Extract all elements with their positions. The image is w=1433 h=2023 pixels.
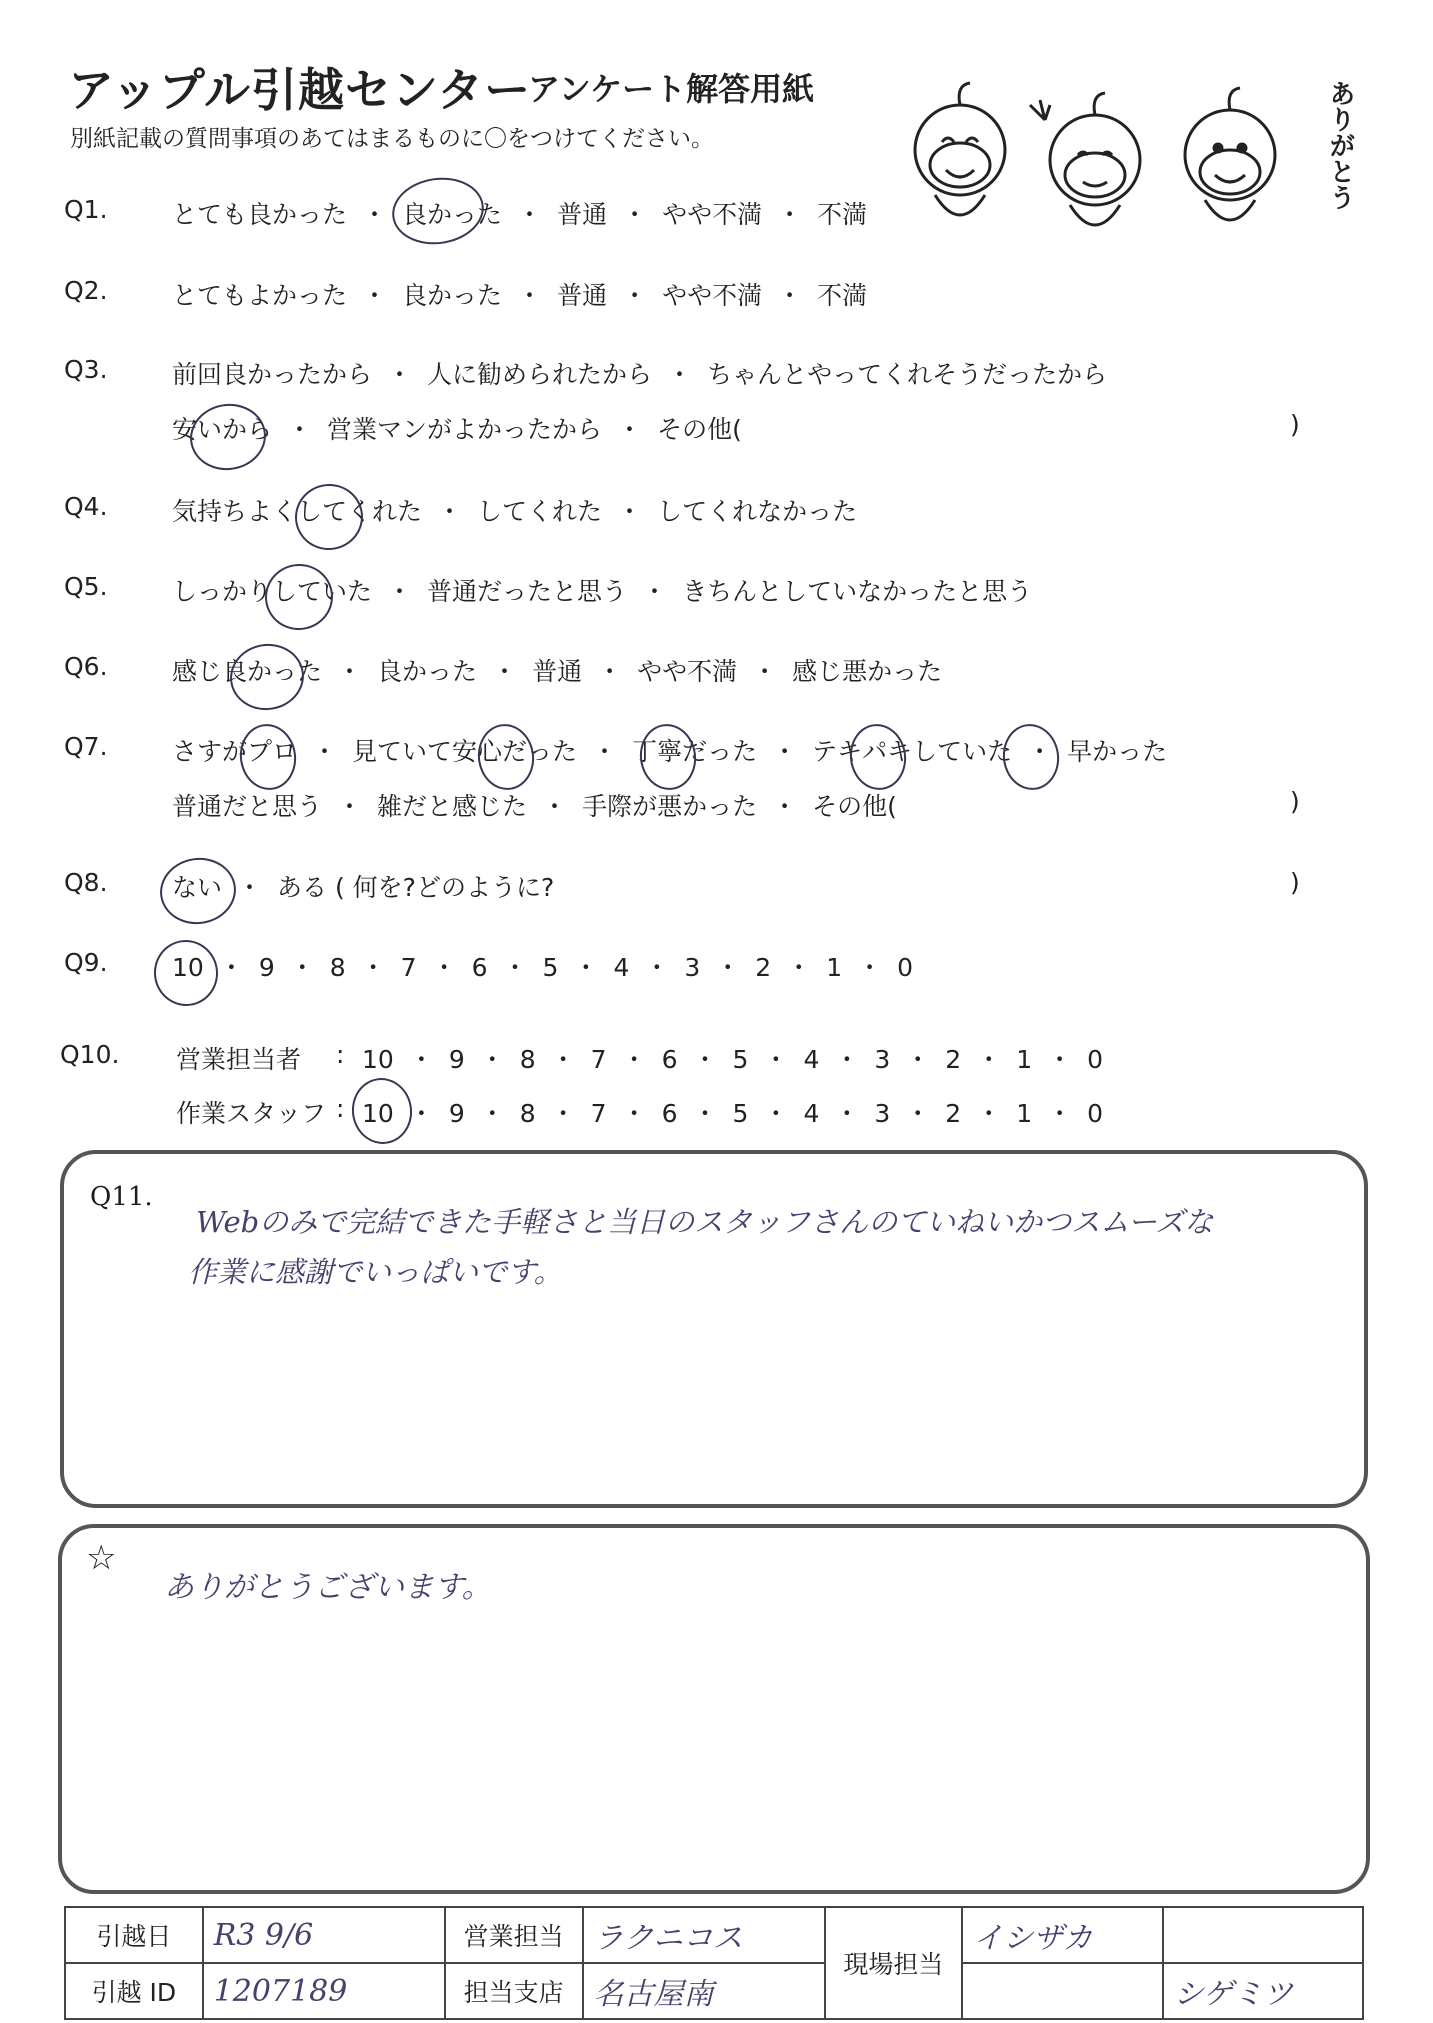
option-separator: ・ (772, 737, 798, 766)
answer-option[interactable]: やや不満 (637, 657, 738, 686)
answer-option[interactable]: 見ていて安心だった (352, 737, 578, 766)
answer-option[interactable]: 普通 (557, 200, 608, 229)
rating-option[interactable]: 5 (732, 1099, 749, 1128)
answer-option[interactable]: とてもよかった (172, 281, 348, 310)
question-label-q2: Q2. (64, 276, 108, 305)
answer-option[interactable]: 良かった (377, 657, 478, 686)
answer-option[interactable]: 人に勧められたから (427, 360, 653, 389)
answer-option[interactable]: 普通だったと思う (427, 577, 628, 606)
question-label-q10: Q10. (60, 1040, 120, 1069)
answer-option[interactable]: 感じ良かった (172, 657, 323, 686)
answer-option[interactable]: ない (172, 873, 223, 902)
option-separator: ・ (763, 1099, 789, 1128)
answer-option[interactable]: 普通だと思う (172, 792, 323, 821)
answer-circle-q9 (150, 936, 223, 1010)
option-separator: ・ (362, 281, 388, 310)
branch-value: 名古屋南 (583, 1963, 825, 2019)
rating-option[interactable]: 1 (1016, 1045, 1033, 1074)
option-separator: ・ (492, 657, 518, 686)
answer-option[interactable]: 2 (755, 953, 772, 982)
option-separator: ・ (621, 1099, 647, 1128)
option-separator: ・ (976, 1045, 1002, 1074)
answer-option[interactable]: 不満 (817, 281, 868, 310)
answer-option[interactable]: 10 (172, 953, 204, 982)
rating-option[interactable]: 6 (661, 1045, 678, 1074)
option-separator: ・ (642, 577, 668, 606)
free-comment-answer: ありがとうございます。 (164, 1570, 492, 1605)
option-separator: ・ (644, 953, 670, 982)
answer-option[interactable]: さすがプロ (172, 737, 298, 766)
option-separator: ・ (1027, 737, 1053, 766)
move-id-label: 引越 ID (65, 1963, 203, 2019)
rating-option[interactable]: 2 (945, 1045, 962, 1074)
answer-option[interactable]: 手際が悪かった (582, 792, 758, 821)
answer-option[interactable]: やや不満 (662, 200, 763, 229)
answer-option[interactable]: 9 (258, 953, 275, 982)
answer-option[interactable]: 感じ悪かった (792, 657, 943, 686)
option-separator: ・ (976, 1099, 1002, 1128)
option-separator: ・ (289, 953, 315, 982)
sales-value: ラクニコス (583, 1907, 825, 1963)
site-label: 現場担当 (825, 1907, 963, 2019)
answer-option[interactable]: 8 (329, 953, 346, 982)
site-value-4: シゲミツ (1163, 1963, 1363, 2019)
rating-option[interactable]: 10 (362, 1045, 394, 1074)
answer-option[interactable]: 営業マンがよかったから (327, 415, 603, 444)
form-title: アンケート解答用紙 (528, 70, 815, 108)
answer-circle-q5 (261, 560, 338, 635)
option-separator: ・ (517, 200, 543, 229)
answer-option[interactable]: ある ( 何を?どのように? (277, 873, 555, 902)
answer-option[interactable]: 雑だと感じた (377, 792, 528, 821)
rating-option[interactable]: 8 (519, 1099, 536, 1128)
close-parenthesis: ) (1290, 410, 1300, 439)
option-separator: ・ (786, 953, 812, 982)
q10-row-colon: : (336, 1040, 345, 1069)
option-separator: ・ (550, 1099, 576, 1128)
q11-answer-line-2: 作業に感謝でいっぱいです。 (188, 1255, 563, 1289)
rating-option[interactable]: 9 (448, 1045, 465, 1074)
move-id-value: 1207189 (203, 1963, 445, 2019)
option-separator: ・ (834, 1045, 860, 1074)
question-options-q1-line-1 (172, 195, 867, 231)
question-options-q7-line-2 (172, 787, 897, 823)
option-separator: ・ (715, 953, 741, 982)
option-separator: ・ (287, 415, 313, 444)
move-date-value: R3 9/6 (203, 1907, 445, 1963)
answer-option[interactable]: 普通 (532, 657, 583, 686)
rating-option[interactable]: 0 (1087, 1045, 1104, 1074)
question-label-q6: Q6. (64, 652, 108, 681)
answer-option[interactable]: その他( (657, 415, 742, 444)
option-separator: ・ (667, 360, 693, 389)
option-separator: ・ (387, 360, 413, 389)
option-separator: ・ (777, 200, 803, 229)
answer-option[interactable]: 不満 (817, 200, 868, 229)
option-separator: ・ (763, 1045, 789, 1074)
option-separator: ・ (905, 1045, 931, 1074)
answer-circle-q10-staff (348, 1074, 417, 1148)
footer-info-table (64, 1906, 1364, 2020)
answer-option[interactable]: 6 (471, 953, 488, 982)
answer-option[interactable]: ちゃんとやってくれそうだったから (707, 360, 1108, 389)
answer-option[interactable]: 前回良かったから (172, 360, 373, 389)
answer-option[interactable]: 4 (613, 953, 630, 982)
option-separator: ・ (408, 1045, 434, 1074)
answer-option[interactable]: しっかりしていた (172, 577, 373, 606)
star-label: ☆ (86, 1538, 117, 1578)
close-parenthesis: ) (1290, 787, 1300, 816)
option-separator: ・ (362, 200, 388, 229)
move-date-label: 引越日 (65, 1907, 203, 1963)
answer-option[interactable]: 良かった (402, 200, 503, 229)
option-separator: ・ (692, 1099, 718, 1128)
sales-label: 営業担当 (445, 1907, 583, 1963)
answer-option[interactable]: 3 (684, 953, 701, 982)
option-separator: ・ (622, 200, 648, 229)
option-separator: ・ (387, 577, 413, 606)
question-label-q11: Q11. (90, 1182, 153, 1212)
question-options-q3-line-1 (172, 355, 1107, 391)
q10-row-colon: : (336, 1094, 345, 1123)
rating-option[interactable]: 7 (590, 1045, 607, 1074)
answer-option[interactable]: 5 (542, 953, 559, 982)
question-label-q7: Q7. (64, 732, 108, 761)
question-label-q3: Q3. (64, 355, 108, 384)
option-separator: ・ (437, 497, 463, 526)
answer-option[interactable]: してくれた (477, 497, 603, 526)
answer-option[interactable]: 気持ちよくしてくれた (172, 497, 423, 526)
answer-circle-q6 (226, 639, 308, 715)
instruction-text: 別紙記載の質問事項のあてはまるものに〇をつけてください。 (70, 126, 714, 152)
rating-option[interactable]: 6 (661, 1099, 678, 1128)
answer-circle-q4 (291, 480, 368, 555)
question-label-q5: Q5. (64, 572, 108, 601)
option-separator: ・ (479, 1099, 505, 1128)
answer-option[interactable]: 1 (826, 953, 843, 982)
option-separator: ・ (408, 1099, 434, 1128)
option-separator: ・ (905, 1099, 931, 1128)
answer-option[interactable]: してくれなかった (657, 497, 858, 526)
site-value-3 (962, 1963, 1162, 2019)
q10-rating-scale (362, 1040, 1103, 1076)
option-separator: ・ (573, 953, 599, 982)
option-separator: ・ (218, 953, 244, 982)
option-separator: ・ (337, 792, 363, 821)
option-separator: ・ (772, 792, 798, 821)
rating-option[interactable]: 3 (874, 1045, 891, 1074)
option-separator: ・ (360, 953, 386, 982)
option-separator: ・ (479, 1045, 505, 1074)
option-separator: ・ (692, 1045, 718, 1074)
answer-option[interactable]: やや不満 (662, 281, 763, 310)
q10-row-name: 営業担当者 (176, 1045, 302, 1074)
answer-option[interactable]: 0 (897, 953, 914, 982)
option-separator: ・ (337, 657, 363, 686)
answer-option[interactable]: 良かった (402, 281, 503, 310)
option-separator: ・ (542, 792, 568, 821)
option-separator: ・ (834, 1099, 860, 1128)
option-separator: ・ (622, 281, 648, 310)
question-label-q9: Q9. (64, 948, 108, 977)
rating-option[interactable]: 4 (803, 1045, 820, 1074)
option-separator: ・ (1047, 1045, 1073, 1074)
option-separator: ・ (617, 497, 643, 526)
answer-option[interactable]: その他( (812, 792, 897, 821)
answer-option[interactable]: テキパキしていた (812, 737, 1013, 766)
question-label-q1: Q1. (64, 195, 108, 224)
answer-option[interactable]: 7 (400, 953, 417, 982)
option-separator: ・ (237, 873, 263, 902)
answer-circle-q1 (388, 172, 488, 250)
rating-option[interactable]: 1 (1016, 1099, 1033, 1128)
answer-option[interactable]: 早かった (1067, 737, 1168, 766)
branch-label: 担当支店 (445, 1963, 583, 2019)
rating-option[interactable]: 4 (803, 1099, 820, 1128)
close-parenthesis: ) (1290, 868, 1300, 897)
rating-option[interactable]: 0 (1087, 1099, 1104, 1128)
option-separator: ・ (517, 281, 543, 310)
question-label-q8: Q8. (64, 868, 108, 897)
question-label-q4: Q4. (64, 492, 108, 521)
option-separator: ・ (597, 657, 623, 686)
option-separator: ・ (550, 1045, 576, 1074)
option-separator: ・ (1047, 1099, 1073, 1128)
answer-option[interactable]: 普通 (557, 281, 608, 310)
option-separator: ・ (857, 953, 883, 982)
rating-option[interactable]: 10 (362, 1099, 394, 1128)
question-options-q4-line-1 (172, 492, 857, 528)
rating-option[interactable]: 8 (519, 1045, 536, 1074)
answer-option[interactable]: きちんとしていなかったと思う (682, 577, 1033, 606)
q10-row-name: 作業スタッフ (176, 1099, 327, 1128)
rating-option[interactable]: 2 (945, 1099, 962, 1128)
option-separator: ・ (777, 281, 803, 310)
site-value-1: イシザカ (962, 1907, 1162, 1963)
rating-option[interactable]: 9 (448, 1099, 465, 1128)
option-separator: ・ (502, 953, 528, 982)
company-logo: アップル引越センター (68, 63, 532, 117)
q11-answer-line-1: Webのみで完結できた手軽さと当日のスタッフさんのていねいかつスムーズな (196, 1205, 1214, 1239)
answer-option[interactable]: 安いから (172, 415, 273, 444)
answer-option[interactable]: 丁寧だった (632, 737, 758, 766)
rating-option[interactable]: 7 (590, 1099, 607, 1128)
site-value-2 (1163, 1907, 1363, 1963)
question-options-q9-line-1 (172, 948, 913, 984)
rating-option[interactable]: 3 (874, 1099, 891, 1128)
option-separator: ・ (621, 1045, 647, 1074)
option-separator: ・ (592, 737, 618, 766)
question-options-q2-line-1 (172, 276, 867, 312)
option-separator: ・ (617, 415, 643, 444)
q10-rating-scale (362, 1094, 1103, 1130)
option-separator: ・ (431, 953, 457, 982)
option-separator: ・ (752, 657, 778, 686)
mascot-caption: ありがとう (1325, 80, 1355, 210)
answer-circle-q8 (156, 853, 240, 929)
mascot-monkeys-illustration (880, 60, 1340, 250)
answer-option[interactable]: とても良かった (172, 200, 348, 229)
rating-option[interactable]: 5 (732, 1045, 749, 1074)
option-separator: ・ (312, 737, 338, 766)
